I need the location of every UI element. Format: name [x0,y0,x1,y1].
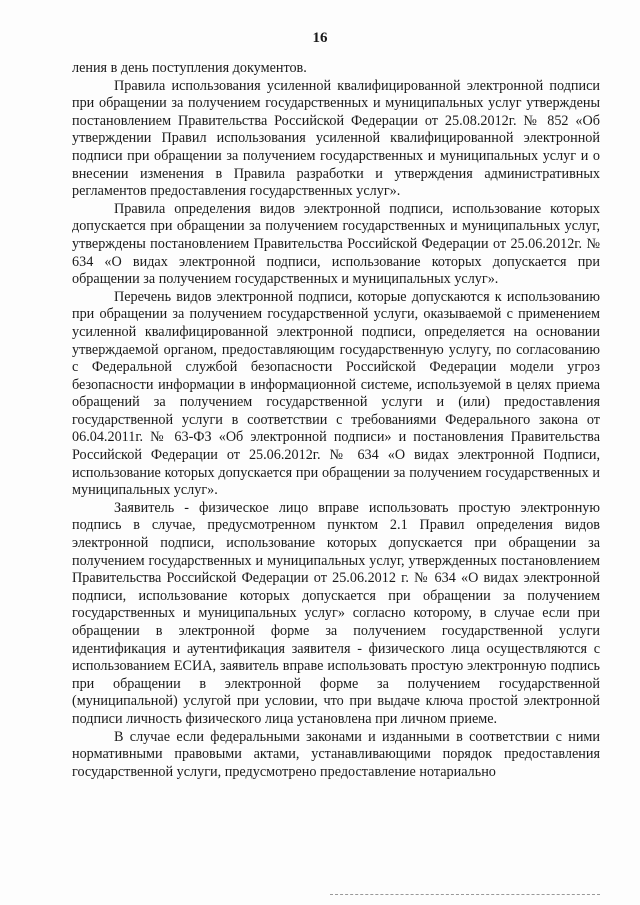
paragraph-rules-signature-types: Правила определения видов электронной подписи, использование которых допускается при обращении за получением государственных и муниципальных услуг, утверждены постановлением Правительства Российской Федерации от 25.06.2012г. № 634 «О видах электронной подписи, использование которых допускается при обращении за получением государственных и муниципальных услуг». [72,200,600,288]
paragraph-applicant-simple-signature: Заявитель - физическое лицо вправе использовать простую электронную подпись в случае, предусмотренном пунктом 2.1 Правил определения видов электронной подписи, использование которых допускается при обращении за получением государственных и муниципальных услуг, утвержденных постановлением Правительства Российской Федерации от 25.06.2012 г. № 634 «О видах электронной подписи, использование которых допускается при обращении за получением государственных и муниципальных услуг» согласно которому, в случае если при обращении в электронной форме за получением государственной услуги идентификация и аутентификация заявителя - физического лица осуществляются с использованием ЕСИА, заявитель вправе использовать простую электронную подпись при обращении в электронной форме за получением государственной (муниципальной) услугой при условии, что при выдаче ключа простой электронной подписи личность физического лица установлена при личном приеме. [72,499,600,727]
paragraph-continuation: ления в день поступления документов. [72,60,307,76]
paragraph-notarial-case: В случае если федеральными законами и изданными в соответствии с ними нормативными правовыми актами, устанавливающими порядок предоставления государственной услуги, предусмотрено предоставление нотариально [72,728,600,780]
page-number: 16 [312,30,328,46]
paragraph-signature-list: Перечень видов электронной подписи, которые допускаются к использованию при обращении за получением государственной услуги, оказываемой с применением усиленной квалифицированной электронной подписи, определяется на основании утверждаемой органом, предоставляющим государственную услугу, по согласованию с Федеральной службой безопасности Российской Федерации модели угроз безопасности информации в информационной системе, используемой в целях приема обращений за получением государственной услуги и (или) предоставления государственной услуги в соответствии с требованиями Федерального закона от 06.04.2011г. № 63-ФЗ «Об электронной подписи» и постановления Правительства Российской Федерации от 25.06.2012г. № 634 «О видах электронной Подписи, использование которых допускается при обращении за получением государственных и муниципальных услуг». [72,288,600,499]
paragraph-rules-qualified-signature: Правила использования усиленной квалифицированной электронной подписи при обращении за получением государственных и муниципальных услуг утверждены постановлением Правительства Российской Федерации от 25.08.2012г. № 852 «Об утверждении Правил использования усиленной квалифицированной электронной подписи при обращении за получением государственных и муниципальных услуг и о внесении изменения в Правила разработки и утверждения административных регламентов предоставления государственных услуг». [72,77,600,200]
scan-artifact-line [330,894,600,895]
document-body [72,60,600,781]
